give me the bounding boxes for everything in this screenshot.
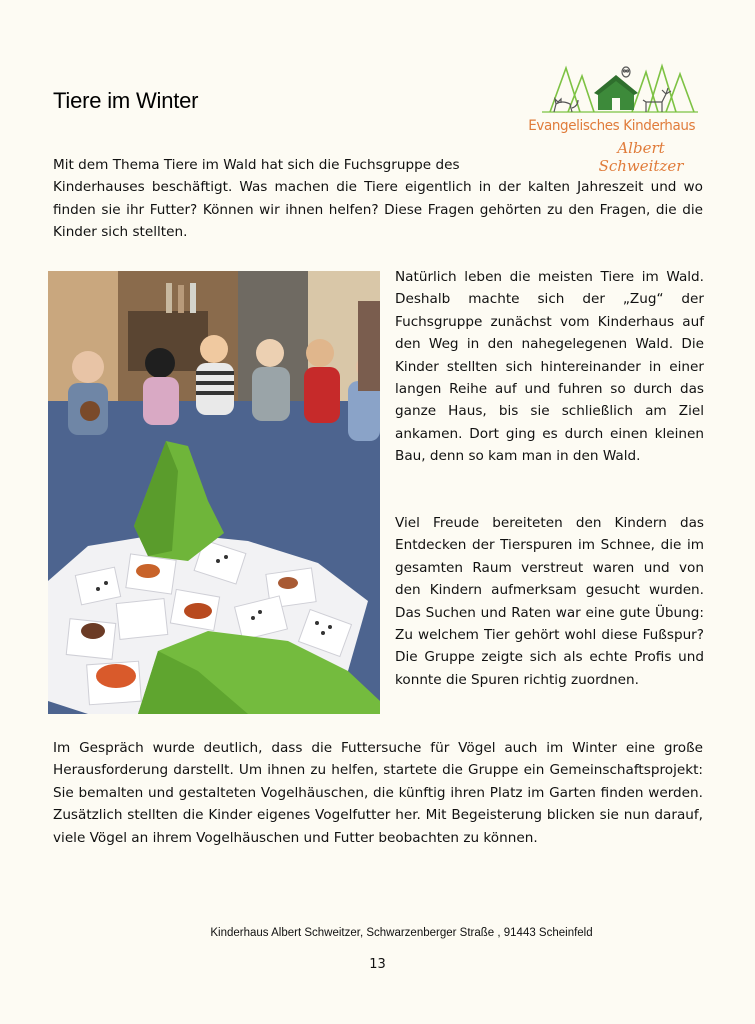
logo-graphic [528,62,708,122]
paragraph-tierspuren: Viel Freude bereiteten den Kindern das Entdecken der Tierspuren im Schnee, die im gesamten Raum verstreut waren und von den Kindern aufmerksam gesucht wurden. Das Suchen und Raten war eine gute Übung: Zu welchem Tier gehört wohl diese Fußspur? Die Gruppe zeigte sich als echte Profis und konnte die Spuren richtig zuordnen. [395,515,704,688]
paragraph-vogelhaeuschen: Im Gespräch wurde deutlich, dass die Futtersuche für Vögel auch im Winter eine große Herausforderung darstellt. Um ihnen zu helfen, startete die Gruppe ein Gemeinschaftsprojekt: Sie bemalten und gestalteten Vogelhäuschen, die künftig ihren Platz im Garten finden werden. Zusätzlich stellten die Kinder eigenes Vogelfutter her. Mit Begeisterung blicken sie nun darauf, viele Vögel an ihrem Vogelhäuschen und Futter beobachten zu können. [53,740,703,846]
logo-line2: Albert Schweitzer [598,139,684,175]
page-number: 13 [369,957,386,972]
logo-line1: Evangelisches Kinderhaus [528,118,696,134]
tree-icon [568,76,594,112]
photo-illustration [48,271,380,714]
page-footer: Kinderhaus Albert Schweitzer, Schwarzenberger Straße , 91443 Scheinfeld [210,927,593,939]
kids-photo [48,271,380,714]
intro-paragraph [53,154,703,244]
paragraph-wald: Natürlich leben die meisten Tiere im Wald. Deshalb machte sich der „Zug“ der Fuchsgruppe zunächst vom Kinderhaus auf den Weg in den nahegelegenen Wald. Die Kinder stellten sich hintereinander in einer langen Reihe auf und fuhren so durch das ganze Haus, bis sie schließlich am Ziel ankamen. Dort ging es durch einen kleinen Bau, denn so kam man in den Wald. [395,269,704,465]
cat-icon [554,99,578,112]
house-icon [594,75,638,110]
page-title: Tiere im Winter [53,88,199,113]
intro-line1: Mit dem Thema Tiere im Wald hat sich die Fuchsgruppe des [53,157,460,173]
owl-icon [622,67,630,77]
intro-rest: Kinderhauses beschäftigt. Was machen die Tiere eigentlich in der kalten Jahreszeit und wo finden sie ihr Futter? Können wir ihnen helfen? Diese Fragen gehörten zu den Fragen, die die Kinder sich stellten. [53,179,703,241]
kinderhaus-logo [528,62,708,175]
